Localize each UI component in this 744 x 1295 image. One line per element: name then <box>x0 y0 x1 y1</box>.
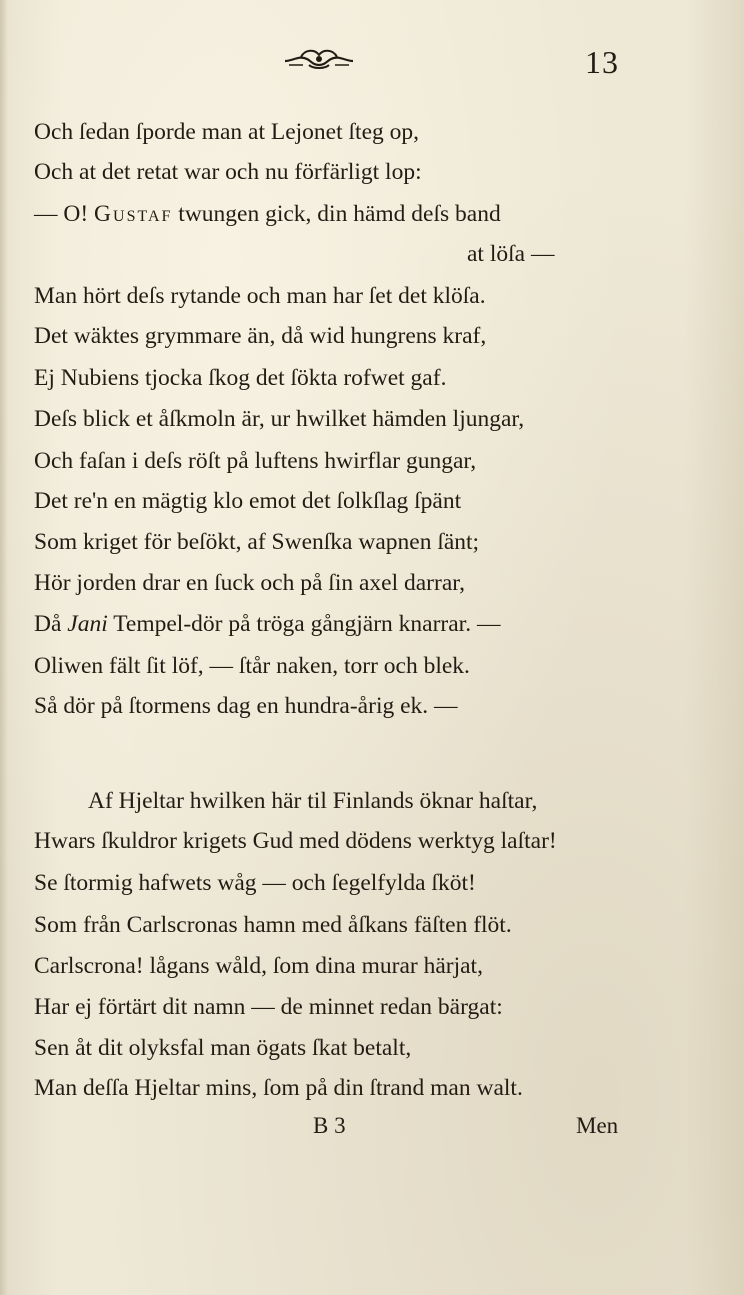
verse-line <box>34 613 500 637</box>
verse-text: — O! <box>34 201 95 227</box>
verse-text: Då <box>34 611 68 637</box>
page-edge <box>0 0 8 1295</box>
verse-text: Tempel-dör på tröga gångjärn knarrar. — <box>107 611 501 637</box>
verse-line: Sen åt dit olyksfal man ögats ſkat betalt, <box>34 1035 412 1061</box>
verse-line: Hwars ſkuldror krigets Gud med dödens werktyg laſtar! <box>34 828 557 854</box>
catchword: Men <box>576 1113 619 1138</box>
verse-line: Carlscrona! lågans wåld, ſom dina murar härjat, <box>34 953 483 979</box>
verse-line: Och faſan i deſs röſt på luftens hwirflar gungar, <box>34 448 477 474</box>
verse-line: Det wäktes grymmare än, då wid hungrens kraf, <box>34 323 487 349</box>
verse-line: Och at det retat war och nu förfärligt lop: <box>34 159 422 185</box>
name-gustaf: Gustaf <box>94 201 173 227</box>
verse-line: Se ſtormig hafwets wåg — och ſegelfylda ſköt! <box>34 870 476 896</box>
verse-line: Man deſſa Hjeltar mins, ſom på din ſtrand man walt. <box>34 1075 523 1101</box>
verse-text: twungen gick, din hämd deſs band <box>172 201 501 227</box>
verse-line: Och ſedan ſporde man at Lejonet ſteg op, <box>34 119 420 145</box>
verse-line: Det re'n en mägtig klo emot det ſolkſlag ſpänt <box>34 488 462 514</box>
verse-line: Har ej förtärt dit namn — de minnet redan bärgat: <box>34 994 503 1020</box>
verse-line: Man hört deſs rytande och man har ſet det klöſa. <box>34 283 486 309</box>
verse-line: Oliwen fält ſit löf, — ſtår naken, torr och blek. <box>34 653 470 679</box>
verse-line: Som från Carlscronas hamn med åſkans fäſten flöt. <box>34 912 512 938</box>
verse-line <box>34 203 501 227</box>
verse-line: Som kriget för beſökt, af Swenſka wapnen ſänt; <box>34 529 480 555</box>
verse-line: Deſs blick et åſkmoln är, ur hwilket hämden ljungar, <box>34 406 525 432</box>
verse-line: Ej Nubiens tjocka ſkog det ſökta rofwet gaf. <box>34 365 447 391</box>
verse-line: Så dör på ſtormens dag en hundra-årig ek. — <box>34 693 458 719</box>
verse-line: Hör jorden drar en ſuck och på ſin axel darrar, <box>34 570 466 596</box>
verse-line-continuation: at löſa — <box>467 241 555 267</box>
page-number: 13 <box>585 44 619 80</box>
name-jani: Jani <box>67 611 108 637</box>
fleuron-ornament-icon <box>283 47 355 71</box>
signature-mark: B 3 <box>313 1113 346 1138</box>
verse-line: Af Hjeltar hwilken här til Finlands öknar haſtar, <box>88 788 538 814</box>
